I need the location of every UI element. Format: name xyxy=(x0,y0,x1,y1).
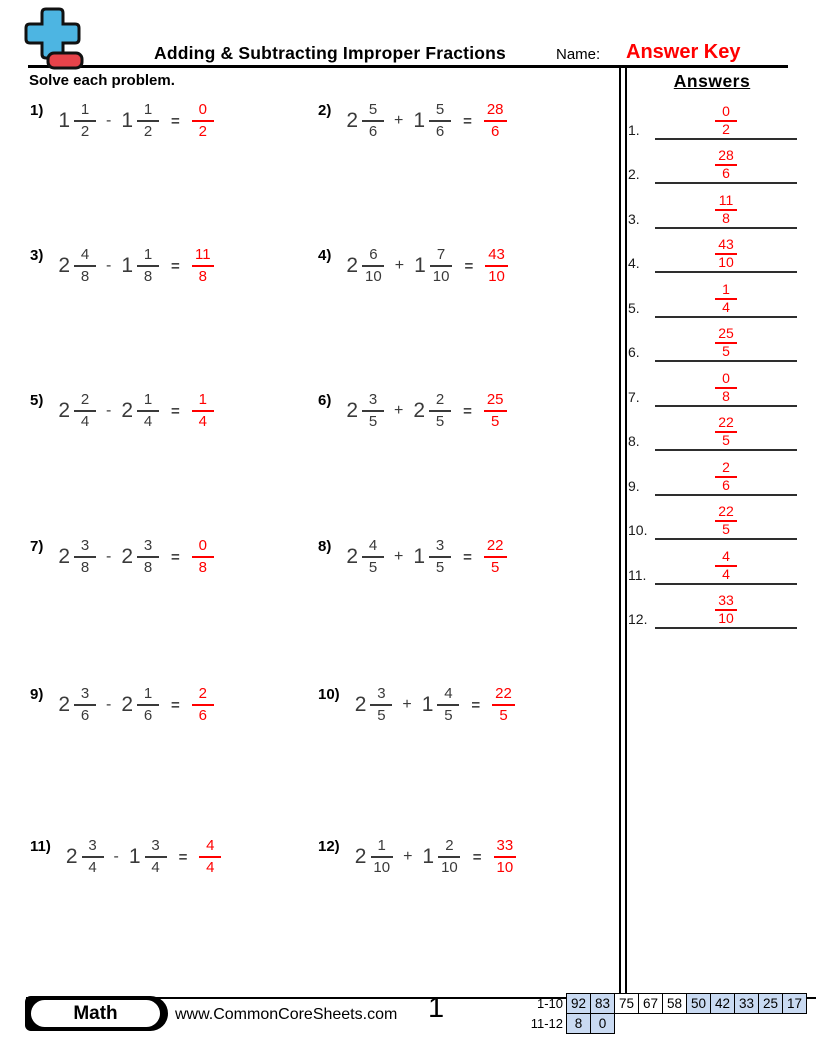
operator: - xyxy=(106,257,112,274)
answer-line xyxy=(655,548,797,585)
whole-number: 1 xyxy=(58,109,71,132)
fraction xyxy=(429,102,451,140)
denominator: 8 xyxy=(722,387,730,404)
answer-entry-5 xyxy=(628,273,800,318)
fraction xyxy=(362,247,385,285)
fraction xyxy=(74,392,96,430)
numerator: 4 xyxy=(199,838,221,858)
problem-3 xyxy=(30,247,214,285)
answers-panel xyxy=(628,95,800,629)
answer-fraction xyxy=(492,686,515,724)
fraction xyxy=(137,392,159,430)
fraction xyxy=(145,838,167,876)
numerator: 1 xyxy=(137,247,159,267)
problem-number: 12) xyxy=(318,838,340,855)
denominator: 10 xyxy=(718,254,734,270)
answer-fraction xyxy=(715,148,737,182)
equals-sign: = xyxy=(171,696,180,714)
fraction xyxy=(370,686,392,724)
whole-number: 2 xyxy=(346,254,359,277)
problem-2 xyxy=(318,102,507,140)
denominator: 6 xyxy=(722,165,730,181)
numerator: 25 xyxy=(715,326,737,344)
numerator: 2 xyxy=(429,392,451,412)
denominator: 6 xyxy=(435,123,445,140)
numerator: 1 xyxy=(137,392,159,412)
denominator: 5 xyxy=(368,413,378,430)
denominator: 4 xyxy=(198,413,207,430)
equals-sign: = xyxy=(171,112,180,130)
answer-line xyxy=(655,236,797,273)
denominator: 8 xyxy=(80,559,90,576)
equals-sign: = xyxy=(463,402,472,420)
denominator: 2 xyxy=(143,123,153,140)
problem-1 xyxy=(30,102,214,140)
operator: + xyxy=(394,548,404,565)
denominator: 4 xyxy=(722,565,730,582)
worksheet-title: Adding & Subtracting Improper Fractions xyxy=(154,43,506,63)
numerator: 3 xyxy=(74,686,96,706)
answer-line xyxy=(655,370,797,407)
operator: - xyxy=(106,696,112,713)
fraction xyxy=(430,247,453,285)
denominator: 10 xyxy=(718,610,734,626)
denominator: 4 xyxy=(80,413,90,430)
answer-entry-6 xyxy=(628,318,800,363)
answer-number: 11. xyxy=(628,566,647,583)
numerator: 3 xyxy=(362,392,384,412)
numerator: 22 xyxy=(492,686,515,706)
problem-row-4 xyxy=(30,538,615,608)
problem-number: 7) xyxy=(30,538,44,555)
problem-6 xyxy=(318,392,507,430)
whole-number: 1 xyxy=(414,254,426,277)
denominator: 6 xyxy=(368,123,378,140)
answer-entry-3 xyxy=(628,184,800,229)
answer-fraction xyxy=(485,247,508,285)
equals-sign: = xyxy=(178,848,188,866)
numerator: 0 xyxy=(192,102,214,122)
numerator: 22 xyxy=(484,538,507,558)
whole-number: 2 xyxy=(354,845,367,868)
denominator: 8 xyxy=(198,268,207,285)
answer-entry-4 xyxy=(628,229,800,274)
subject-badge-inner xyxy=(31,1000,160,1027)
operator: - xyxy=(106,112,112,129)
answer-fraction xyxy=(715,593,737,627)
numerator: 22 xyxy=(715,415,737,433)
whole-number: 1 xyxy=(121,254,134,277)
numerator: 33 xyxy=(494,838,517,858)
problem-row-6 xyxy=(30,838,615,908)
numerator: 2 xyxy=(192,686,214,706)
fraction xyxy=(137,247,159,285)
denominator: 6 xyxy=(491,123,500,140)
denominator: 2 xyxy=(722,120,730,137)
answer-line xyxy=(655,325,797,362)
whole-number: 1 xyxy=(413,109,426,132)
answer-entry-12 xyxy=(628,585,800,630)
answer-fraction xyxy=(192,102,214,140)
denominator: 5 xyxy=(499,707,508,724)
answer-entry-10 xyxy=(628,496,800,541)
numerator: 43 xyxy=(485,247,508,267)
answer-fraction xyxy=(715,504,737,538)
numerator: 3 xyxy=(145,838,167,858)
numerator: 5 xyxy=(429,102,451,122)
numerator: 0 xyxy=(715,371,737,389)
denominator: 2 xyxy=(80,123,90,140)
equals-sign: = xyxy=(171,257,180,275)
answer-line xyxy=(655,459,797,496)
score-cell: 58 xyxy=(662,993,687,1014)
answer-fraction xyxy=(494,838,517,876)
numerator: 3 xyxy=(137,538,159,558)
operator: - xyxy=(113,848,119,865)
denominator: 5 xyxy=(722,343,730,359)
fraction xyxy=(362,392,384,430)
answer-fraction xyxy=(715,460,737,494)
answer-fraction xyxy=(715,237,737,271)
numerator: 4 xyxy=(437,686,459,706)
whole-number: 2 xyxy=(58,399,71,422)
whole-number: 2 xyxy=(354,693,367,716)
answer-line xyxy=(655,414,797,451)
operator: + xyxy=(394,257,405,274)
answer-number: 7. xyxy=(628,388,640,405)
answer-fraction xyxy=(192,538,214,576)
answer-number: 4. xyxy=(628,255,640,271)
score-row-label: 1-10 xyxy=(536,996,563,1011)
fraction xyxy=(137,686,159,724)
numerator: 25 xyxy=(484,392,507,412)
answer-number: 8. xyxy=(628,433,640,449)
answer-fraction xyxy=(715,326,737,360)
whole-number: 1 xyxy=(421,693,434,716)
fraction xyxy=(137,538,159,576)
whole-number: 2 xyxy=(58,693,71,716)
problem-12 xyxy=(318,838,516,876)
whole-number: 1 xyxy=(128,845,141,868)
numerator: 1 xyxy=(715,282,737,300)
answer-line xyxy=(655,192,797,229)
answer-fraction xyxy=(484,392,507,430)
denominator: 8 xyxy=(143,268,153,285)
denominator: 8 xyxy=(722,209,730,226)
denominator: 10 xyxy=(432,268,450,285)
denominator: 10 xyxy=(373,859,391,876)
answer-number: 10. xyxy=(628,522,648,538)
score-cell: 83 xyxy=(590,993,615,1014)
answer-line xyxy=(655,503,797,540)
whole-number: 2 xyxy=(346,545,359,568)
denominator: 10 xyxy=(496,859,514,876)
operator: + xyxy=(394,112,404,129)
problem-number: 2) xyxy=(318,102,332,119)
score-cell: 8 xyxy=(566,1013,591,1034)
score-cell: 0 xyxy=(590,1013,615,1034)
numerator: 3 xyxy=(429,538,451,558)
fraction xyxy=(74,686,96,724)
answer-number: 3. xyxy=(628,210,640,227)
problem-number: 11) xyxy=(30,838,51,855)
problem-number: 4) xyxy=(318,247,332,264)
answer-entry-7 xyxy=(628,362,800,407)
denominator: 6 xyxy=(80,707,90,724)
answer-entry-2 xyxy=(628,140,800,185)
equals-sign: = xyxy=(472,848,482,866)
numerator: 43 xyxy=(715,237,737,255)
denominator: 5 xyxy=(368,559,378,576)
fraction xyxy=(74,247,96,285)
problem-11 xyxy=(30,838,221,876)
numerator: 1 xyxy=(137,686,159,706)
page-number: 1 xyxy=(428,992,445,1024)
operator: + xyxy=(403,848,413,865)
problem-number: 5) xyxy=(30,392,44,409)
score-cell: 17 xyxy=(782,993,807,1014)
numerator: 28 xyxy=(484,102,507,122)
score-cell: 33 xyxy=(734,993,759,1014)
score-cell: 50 xyxy=(686,993,711,1014)
whole-number: 2 xyxy=(58,254,71,277)
answer-number: 6. xyxy=(628,344,640,360)
denominator: 4 xyxy=(722,298,730,315)
equals-sign: = xyxy=(463,112,472,130)
fraction xyxy=(429,392,451,430)
problem-4 xyxy=(318,247,508,285)
numerator: 2 xyxy=(438,838,460,858)
answer-fraction xyxy=(192,392,214,430)
fraction xyxy=(429,538,451,576)
answer-entry-8 xyxy=(628,407,800,452)
score-row-1 xyxy=(515,993,807,1014)
answer-entry-11 xyxy=(628,540,800,585)
denominator: 10 xyxy=(488,268,505,285)
problem-10 xyxy=(318,686,515,724)
problem-9 xyxy=(30,686,214,724)
numerator: 3 xyxy=(82,838,104,858)
numerator: 3 xyxy=(370,686,392,706)
answer-number: 1. xyxy=(628,121,640,138)
equals-sign: = xyxy=(463,548,472,566)
numerator: 5 xyxy=(362,102,384,122)
numerator: 3 xyxy=(74,538,96,558)
denominator: 5 xyxy=(444,707,453,724)
denominator: 5 xyxy=(491,559,500,576)
numerator: 33 xyxy=(715,593,737,611)
whole-number: 2 xyxy=(121,693,134,716)
numerator: 28 xyxy=(715,148,737,166)
denominator: 5 xyxy=(435,413,445,430)
answer-number: 9. xyxy=(628,477,640,494)
answer-line xyxy=(655,147,797,184)
numerator: 0 xyxy=(192,538,214,558)
equals-sign: = xyxy=(471,696,481,714)
answer-fraction xyxy=(484,102,507,140)
denominator: 5 xyxy=(722,521,730,537)
numerator: 2 xyxy=(715,460,737,478)
answer-entry-1 xyxy=(628,95,800,140)
score-row-label: 11-12 xyxy=(530,1016,563,1031)
name-label: Name: xyxy=(556,46,601,63)
denominator: 4 xyxy=(88,859,97,876)
numerator: 4 xyxy=(715,549,737,567)
instruction-text: Solve each problem. xyxy=(29,72,175,89)
denominator: 5 xyxy=(435,559,445,576)
plus-minus-logo-icon xyxy=(22,6,86,72)
whole-number: 2 xyxy=(346,399,359,422)
problem-number: 8) xyxy=(318,538,332,555)
problem-number: 10) xyxy=(318,686,340,703)
denominator: 6 xyxy=(143,707,153,724)
problem-8 xyxy=(318,538,507,576)
fraction xyxy=(74,538,96,576)
numerator: 4 xyxy=(362,538,384,558)
answer-fraction xyxy=(484,538,507,576)
denominator: 10 xyxy=(441,859,458,876)
numerator: 1 xyxy=(137,102,159,122)
whole-number: 2 xyxy=(121,545,134,568)
problem-row-2 xyxy=(30,247,615,317)
denominator: 5 xyxy=(722,432,730,448)
denominator: 6 xyxy=(722,476,730,493)
operator: + xyxy=(394,402,404,419)
equals-sign: = xyxy=(171,402,180,420)
denominator: 8 xyxy=(80,268,90,285)
answers-heading: Answers xyxy=(673,71,751,91)
score-cell: 92 xyxy=(566,993,591,1014)
denominator: 4 xyxy=(143,413,153,430)
problem-number: 3) xyxy=(30,247,44,264)
equals-sign: = xyxy=(171,548,180,566)
fraction xyxy=(74,102,96,140)
denominator: 10 xyxy=(365,268,382,285)
whole-number: 2 xyxy=(58,545,71,568)
answer-line xyxy=(655,103,797,140)
operator: - xyxy=(106,402,112,419)
numerator: 11 xyxy=(192,247,214,267)
numerator: 1 xyxy=(192,392,214,412)
score-cell: 67 xyxy=(638,993,663,1014)
answer-entry-9 xyxy=(628,451,800,496)
operator: + xyxy=(402,696,412,713)
numerator: 11 xyxy=(715,193,737,211)
operator: - xyxy=(106,548,112,565)
answer-number: 2. xyxy=(628,166,640,182)
answer-fraction xyxy=(715,282,737,316)
numerator: 4 xyxy=(74,247,96,267)
answer-fraction xyxy=(715,371,737,405)
header-rule xyxy=(28,65,788,68)
fraction xyxy=(362,538,384,576)
numerator: 1 xyxy=(371,838,393,858)
answer-key-label: Answer Key xyxy=(626,41,741,63)
whole-number: 2 xyxy=(121,399,134,422)
fraction xyxy=(438,838,461,876)
denominator: 8 xyxy=(143,559,153,576)
denominator: 5 xyxy=(491,413,500,430)
subject-label: Math xyxy=(73,1002,118,1024)
whole-number: 2 xyxy=(346,109,359,132)
score-cell: 42 xyxy=(710,993,735,1014)
denominator: 5 xyxy=(377,707,386,724)
whole-number: 2 xyxy=(413,399,426,422)
problem-7 xyxy=(30,538,214,576)
denominator: 4 xyxy=(206,859,215,876)
denominator: 2 xyxy=(198,123,207,140)
site-url: www.CommonCoreSheets.com xyxy=(175,1006,398,1023)
answer-fraction xyxy=(715,415,737,449)
problem-number: 1) xyxy=(30,102,44,119)
problem-5 xyxy=(30,392,214,430)
score-cell: 75 xyxy=(614,993,639,1014)
answer-number: 12. xyxy=(628,611,648,627)
answer-line xyxy=(655,281,797,318)
answer-fraction xyxy=(715,549,737,583)
numerator: 7 xyxy=(430,247,452,267)
fraction xyxy=(437,686,459,724)
numerator: 1 xyxy=(74,102,96,122)
answer-number: 5. xyxy=(628,299,640,316)
numerator: 22 xyxy=(715,504,737,522)
numerator: 0 xyxy=(715,104,737,122)
subject-badge xyxy=(25,996,168,1031)
fraction xyxy=(137,102,159,140)
answer-fraction xyxy=(192,686,214,724)
problem-number: 6) xyxy=(318,392,332,409)
problem-number: 9) xyxy=(30,686,44,703)
equals-sign: = xyxy=(464,257,474,275)
answer-line xyxy=(655,592,797,629)
score-cell: 25 xyxy=(758,993,783,1014)
problem-row-3 xyxy=(30,392,615,462)
answer-fraction xyxy=(192,247,214,285)
fraction xyxy=(82,838,104,876)
answer-fraction xyxy=(715,104,737,138)
whole-number: 1 xyxy=(422,845,435,868)
column-divider xyxy=(619,66,627,998)
problem-row-1 xyxy=(30,102,615,172)
whole-number: 1 xyxy=(121,109,134,132)
whole-number: 1 xyxy=(413,545,426,568)
denominator: 8 xyxy=(198,559,207,576)
problem-row-5 xyxy=(30,686,615,756)
numerator: 2 xyxy=(74,392,96,412)
score-row-2 xyxy=(515,1013,615,1034)
denominator: 4 xyxy=(151,859,160,876)
answer-fraction xyxy=(715,193,737,227)
answer-fraction xyxy=(199,838,221,876)
whole-number: 2 xyxy=(65,845,78,868)
numerator: 6 xyxy=(362,247,384,267)
fraction xyxy=(370,838,393,876)
denominator: 6 xyxy=(198,707,207,724)
fraction xyxy=(362,102,384,140)
